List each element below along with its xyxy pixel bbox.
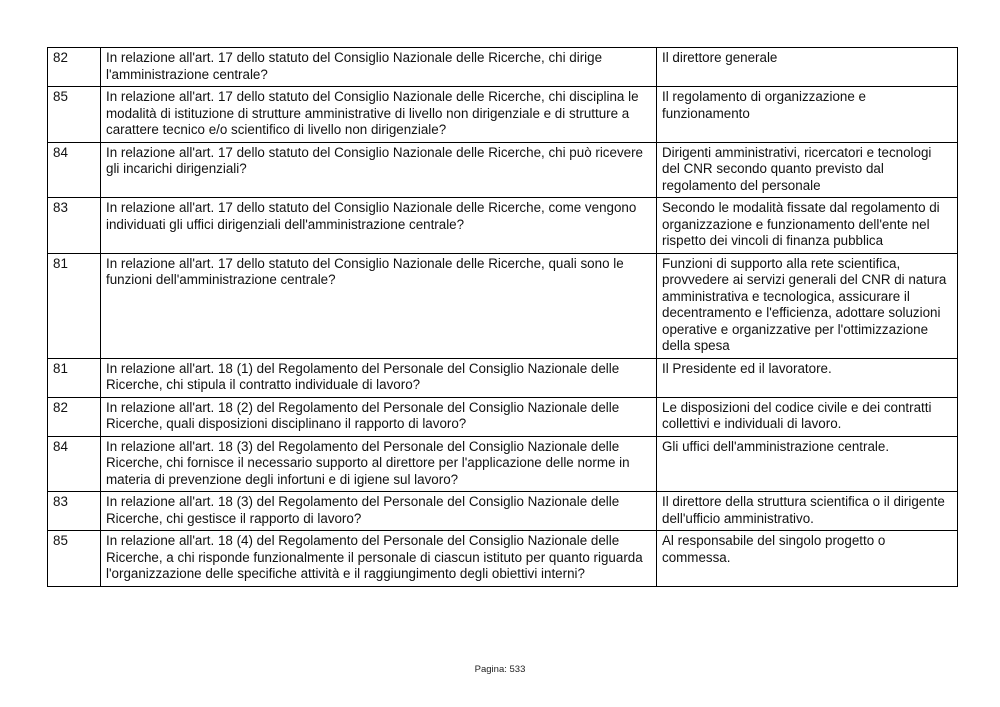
row-number: 84 [48,142,101,198]
answer-cell: Secondo le modalità fissate dal regolamento di organizzazione e funzionamento dell'ente nel rispetto dei vincoli di finanza pubblica [657,198,958,254]
questions-table-body [48,48,958,587]
answer-cell: Il direttore generale [657,48,958,87]
row-number: 83 [48,492,101,531]
row-number: 85 [48,531,101,587]
page-number: Pagina: 533 [474,664,526,675]
table-row [48,397,958,436]
row-number: 83 [48,198,101,254]
question-cell: In relazione all'art. 17 dello statuto del Consiglio Nazionale delle Ricerche, chi può ricevere gli incarichi dirigenziali? [101,142,657,198]
question-cell: In relazione all'art. 17 dello statuto del Consiglio Nazionale delle Ricerche, chi disciplina le modalità di istituzione di strutture amministrative di livello non dirigenziale e di strutture a carattere tecnico e/o scientifico di livello non dirigenziale? [101,87,657,143]
question-cell: In relazione all'art. 18 (3) del Regolamento del Personale del Consiglio Nazionale delle Ricerche, chi gestisce il rapporto di lavoro? [101,492,657,531]
answer-cell: Il direttore della struttura scientifica o il dirigente dell'ufficio amministrativo. [657,492,958,531]
answer-cell: Al responsabile del singolo progetto o commessa. [657,531,958,587]
question-cell: In relazione all'art. 18 (2) del Regolamento del Personale del Consiglio Nazionale delle Ricerche, quali disposizioni disciplinano il rapporto di lavoro? [101,397,657,436]
question-cell: In relazione all'art. 18 (3) del Regolamento del Personale del Consiglio Nazionale delle Ricerche, chi fornisce il necessario supporto al direttore per l'applicazione delle norme in materia di prevenzione degli infortuni e di igiene sul lavoro? [101,436,657,492]
question-cell: In relazione all'art. 18 (1) del Regolamento del Personale del Consiglio Nazionale delle Ricerche, chi stipula il contratto individuale di lavoro? [101,358,657,397]
questions-table [47,47,958,587]
table-row [48,531,958,587]
answer-cell: Il regolamento di organizzazione e funzionamento [657,87,958,143]
table-row [48,142,958,198]
table-row [48,436,958,492]
question-cell: In relazione all'art. 17 dello statuto del Consiglio Nazionale delle Ricerche, come vengono individuati gli uffici dirigenziali dell'amministrazione centrale? [101,198,657,254]
table-row [48,358,958,397]
row-number: 81 [48,253,101,358]
table-row [48,492,958,531]
question-cell: In relazione all'art. 18 (4) del Regolamento del Personale del Consiglio Nazionale delle Ricerche, a chi risponde funzionalmente il personale di ciascun istituto per quanto riguarda l'organizzazione delle specifiche attività e il raggiungimento degli obiettivi interni? [101,531,657,587]
answer-cell: Le disposizioni del codice civile e dei contratti collettivi e individuali di lavoro. [657,397,958,436]
answer-cell: Il Presidente ed il lavoratore. [657,358,958,397]
row-number: 84 [48,436,101,492]
answer-cell: Dirigenti amministrativi, ricercatori e tecnologi del CNR secondo quanto previsto dal regolamento del personale [657,142,958,198]
table-row [48,87,958,143]
row-number: 82 [48,48,101,87]
row-number: 85 [48,87,101,143]
question-cell: In relazione all'art. 17 dello statuto del Consiglio Nazionale delle Ricerche, quali sono le funzioni dell'amministrazione centrale? [101,253,657,358]
table-row [48,48,958,87]
table-row [48,198,958,254]
answer-cell: Funzioni di supporto alla rete scientifica, provvedere ai servizi generali del CNR di natura amministrativa e tecnologica, assicurare il decentramento e l'efficienza, adottare soluzioni operative e organizzative per l'ottimizzazione della spesa [657,253,958,358]
table-row [48,253,958,358]
answer-cell: Gli uffici dell'amministrazione centrale. [657,436,958,492]
row-number: 81 [48,358,101,397]
question-cell: In relazione all'art. 17 dello statuto del Consiglio Nazionale delle Ricerche, chi dirige l'amministrazione centrale? [101,48,657,87]
row-number: 82 [48,397,101,436]
